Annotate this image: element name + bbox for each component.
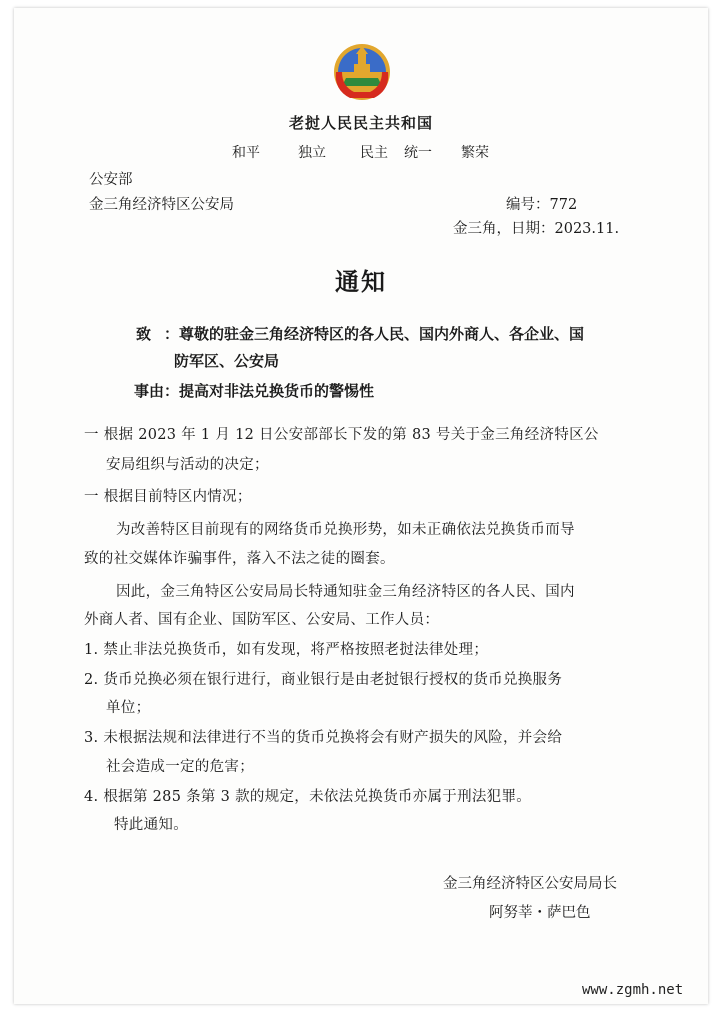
country-name: 老挝人民民主共和国 [288, 114, 433, 132]
subject-line: 事由：提高对非法兑换货币的警惕性 [134, 382, 375, 400]
national-emblem-icon [332, 42, 392, 102]
closing-text: 特此通知。 [114, 817, 188, 833]
paragraph-line: 因此，金三角特区公安局局长特通知驻金三角经济特区的各人民、国内 [116, 584, 575, 600]
paragraph-line: 安局组织与活动的决定； [106, 457, 269, 473]
list-item: 3. 未根据法规和法律进行不当的货币兑换将会有财产损失的风险，并会给 [84, 730, 563, 746]
document-page [14, 8, 708, 1004]
paragraph-line: 为改善特区目前现有的网络货币兑换形势，如未正确依法兑换货币而导 [116, 522, 575, 538]
list-item: 1. 禁止非法兑换货币，如有发现，将严格按照老挝法律处理； [84, 642, 489, 658]
list-item-continuation: 社会造成一定的危害； [106, 759, 254, 775]
page-title: 通知 [335, 267, 387, 296]
motto-word: 独立 [298, 145, 326, 161]
watermark-text: www.zgmh.net [582, 982, 684, 998]
list-item-continuation: 单位； [106, 700, 151, 716]
to-text-line: ：尊敬的驻金三角经济特区的各人民、国内外商人、各企业、国 [164, 325, 585, 343]
signature-name: 阿努莘・萨巴色 [489, 905, 591, 921]
paragraph-line: 外商人者、国有企业、国防军区、公安局、工作人员： [84, 612, 440, 628]
paragraph-line: 一 根据 2023 年 1 月 12 日公安部部长下发的第 83 号关于金三角经济特区公 [84, 427, 599, 443]
to-text-line: 防军区、公安局 [174, 352, 280, 370]
list-item: 2. 货币兑换必须在银行进行，商业银行是由老挝银行授权的货币兑换服务 [84, 672, 563, 688]
document-date: 金三角，日期：2023.11. [453, 221, 620, 237]
document-number: 编号：772 [506, 197, 578, 213]
motto-word: 和平 [232, 145, 260, 161]
motto-word: 繁荣 [461, 145, 489, 161]
to-label: 致 [136, 325, 152, 343]
paragraph-line: 一 根据目前特区内情况； [84, 489, 252, 505]
motto-word: 统一 [404, 145, 432, 161]
issuer-bureau: 金三角经济特区公安局 [89, 197, 234, 213]
paragraph-line: 致的社交媒体诈骗事件，落入不法之徒的圈套。 [84, 551, 395, 567]
list-item: 4. 根据第 285 条第 3 款的规定，未依法兑换货币亦属于刑法犯罪。 [84, 789, 532, 805]
issuer-ministry: 公安部 [89, 172, 133, 188]
signature-position: 金三角经济特区公安局局长 [443, 876, 617, 892]
motto-word: 民主 [360, 145, 388, 161]
